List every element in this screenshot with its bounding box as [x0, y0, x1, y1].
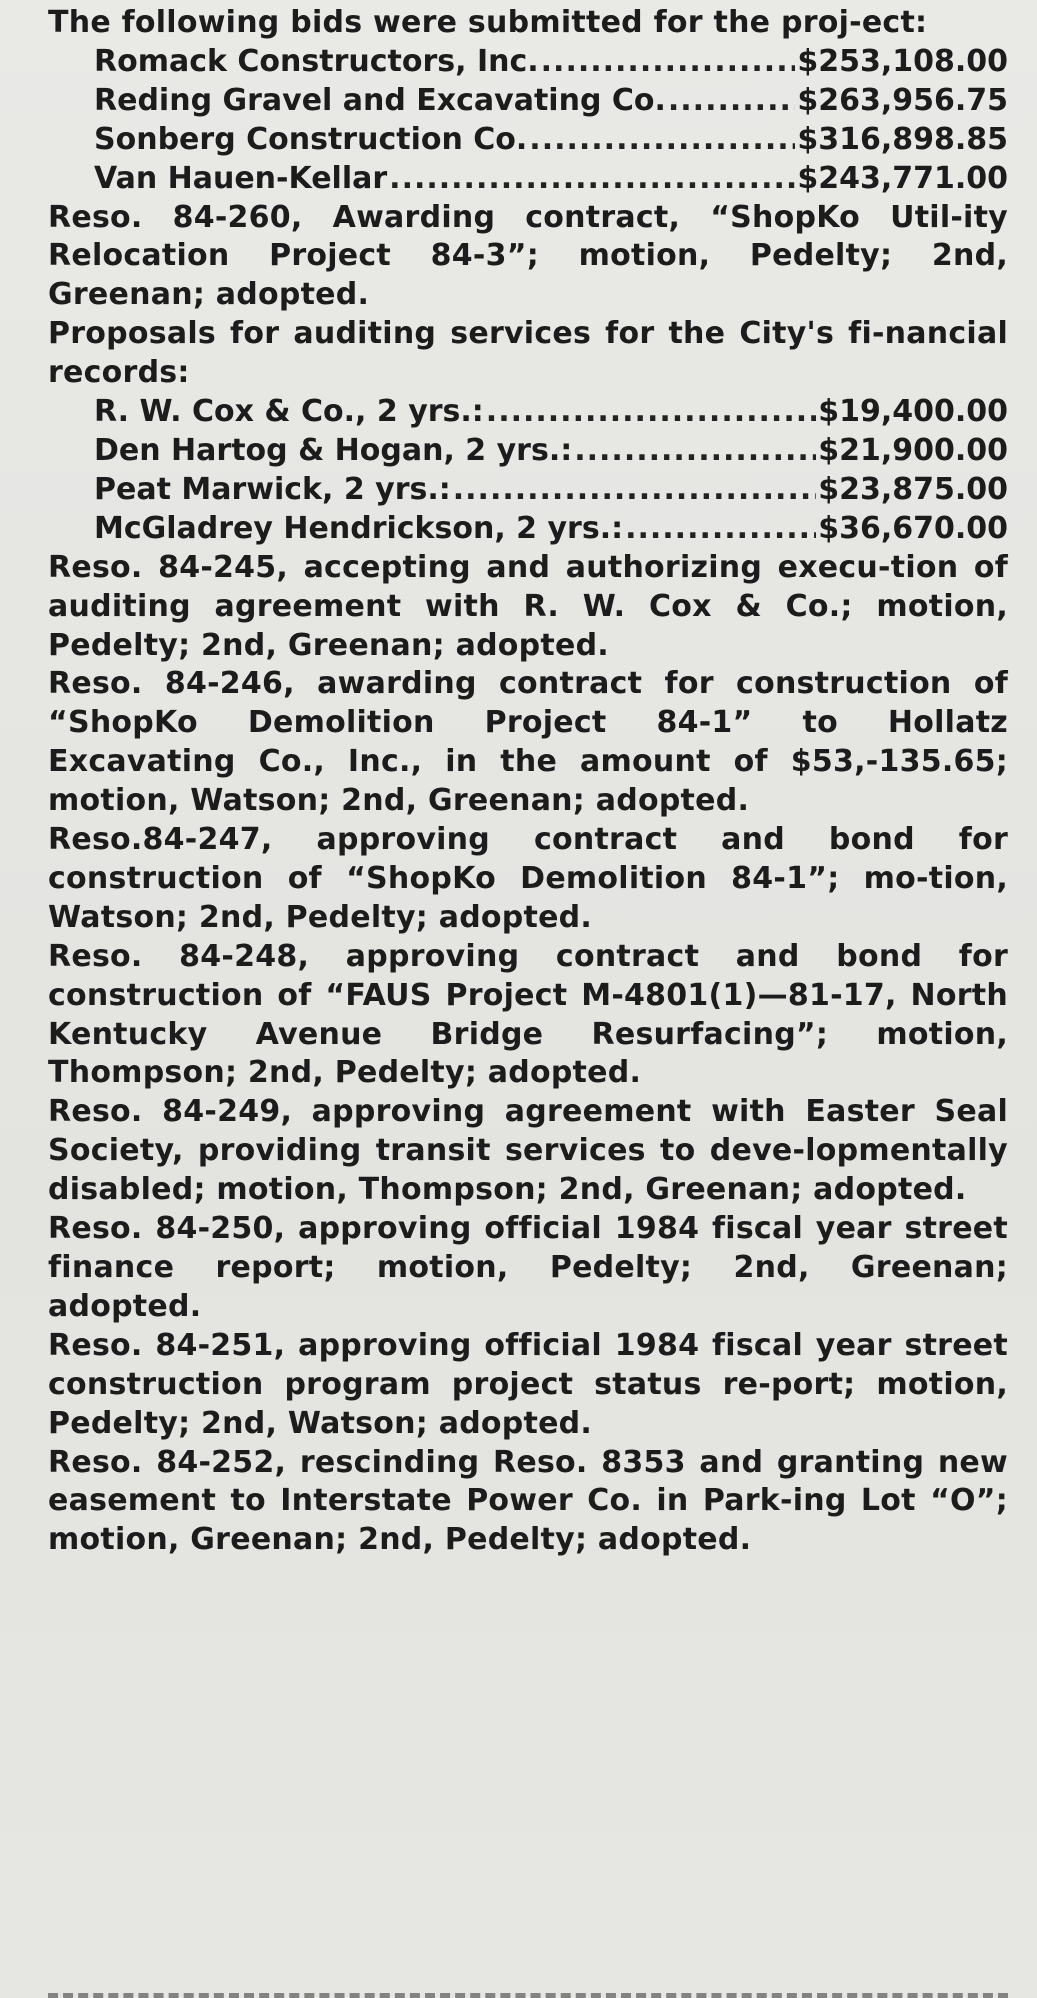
dot-leader — [574, 432, 816, 471]
dot-leader — [668, 82, 795, 121]
resolution-paragraph: Reso. 84-249, approving agreement with Easter Seal Society, providing transit services to deve-lopmentally disabled; motion, Thompson; 2nd, Greenan; adopted. — [48, 1094, 1008, 1208]
resolution-paragraph: Reso. 84-252, rescinding Reso. 8353 and granting new easement to Interstate Power Co. in Park-ing Lot “O”; motion, Greenan; 2nd, Pedelty; adopted. — [48, 1444, 1008, 1558]
bidder-name: Reding Gravel and Excavating Co. — [94, 82, 666, 118]
proposal-row — [94, 510, 1008, 549]
bid-amount: $243,771.00 — [797, 160, 1008, 196]
bid-row — [94, 160, 1008, 199]
proposals-intro: Proposals for auditing services for the City's fi-nancial records: — [48, 316, 1008, 391]
proposal-amount: $23,875.00 — [818, 471, 1008, 507]
bidder-name: Romack Constructors, Inc. — [94, 43, 539, 79]
bids-intro: The following bids were submitted for the proj-ect: — [48, 5, 928, 40]
firm-name: Peat Marwick, 2 yrs.: — [94, 471, 451, 507]
proposal-amount: $19,400.00 — [818, 394, 1008, 430]
bid-row — [94, 82, 1008, 121]
resolution-paragraph: Reso.84-247, approving contract and bond for construction of “ShopKo Demolition 84-1”; mo-tion, Watson; 2nd, Pedelty; adopted. — [48, 822, 1008, 935]
dot-leader — [389, 160, 795, 199]
dot-leader — [541, 43, 796, 82]
firm-name: Den Hartog & Hogan, 2 yrs.: — [94, 432, 573, 468]
dot-leader — [529, 121, 795, 160]
resolution-paragraph: Reso. 84-248, approving contract and bond for construction of “FAUS Project M-4801(1)—81-17, North Kentucky Avenue Bridge Resurfacing”; motion, Thompson; 2nd, Pedelty; adopted. — [48, 938, 1008, 1091]
firm-name: R. W. Cox & Co., 2 yrs.: — [94, 394, 484, 430]
proposal-row — [94, 432, 1008, 471]
bid-row — [94, 43, 1008, 82]
dot-leader — [453, 471, 816, 510]
proposal-row — [94, 471, 1008, 510]
bid-amount: $253,108.00 — [797, 43, 1008, 79]
clipping-bottom-edge — [48, 1981, 1008, 1998]
bidder-name: Van Hauen-Kellar — [94, 160, 388, 196]
bid-amount: $263,956.75 — [797, 82, 1008, 118]
dot-leader — [486, 393, 816, 432]
resolution-paragraph: Reso. 84-245, accepting and authorizing execu-tion of auditing agreement with R. W. Cox & Co.; motion, Pedelty; 2nd, Greenan; adopted. — [48, 549, 1008, 663]
firm-name: McGladrey Hendrickson, 2 yrs.: — [94, 510, 624, 546]
dot-leader — [625, 510, 816, 549]
bid-row — [94, 121, 1008, 160]
bid-amount: $316,898.85 — [797, 121, 1008, 157]
resolution-paragraph: Reso. 84-246, awarding contract for construction of “ShopKo Demolition Project 84-1” to Hollatz Excavating Co., Inc., in the amount of $53,-135.65; motion, Watson; 2nd, Greenan; adopted. — [48, 666, 1008, 819]
proposal-row — [94, 393, 1008, 432]
resolution-paragraph: Reso. 84-251, approving official 1984 fiscal year street construction program project status re-port; motion, Pedelty; 2nd, Watson; adopted. — [48, 1327, 1008, 1441]
clipping-top-edge — [48, 0, 1008, 8]
article-column — [48, 4, 1008, 1560]
resolution-paragraph: Reso. 84-250, approving official 1984 fiscal year street finance report; motion, Pedelty; 2nd, Greenan; adopted. — [48, 1211, 1008, 1324]
proposal-amount: $36,670.00 — [818, 510, 1008, 546]
proposal-amount: $21,900.00 — [818, 432, 1008, 468]
resolution-paragraph: Reso. 84-260, Awarding contract, “ShopKo Util-ity Relocation Project 84-3”; motion, Pedelty; 2nd, Greenan; adopted. — [48, 199, 1008, 313]
bidder-name: Sonberg Construction Co. — [94, 121, 528, 157]
